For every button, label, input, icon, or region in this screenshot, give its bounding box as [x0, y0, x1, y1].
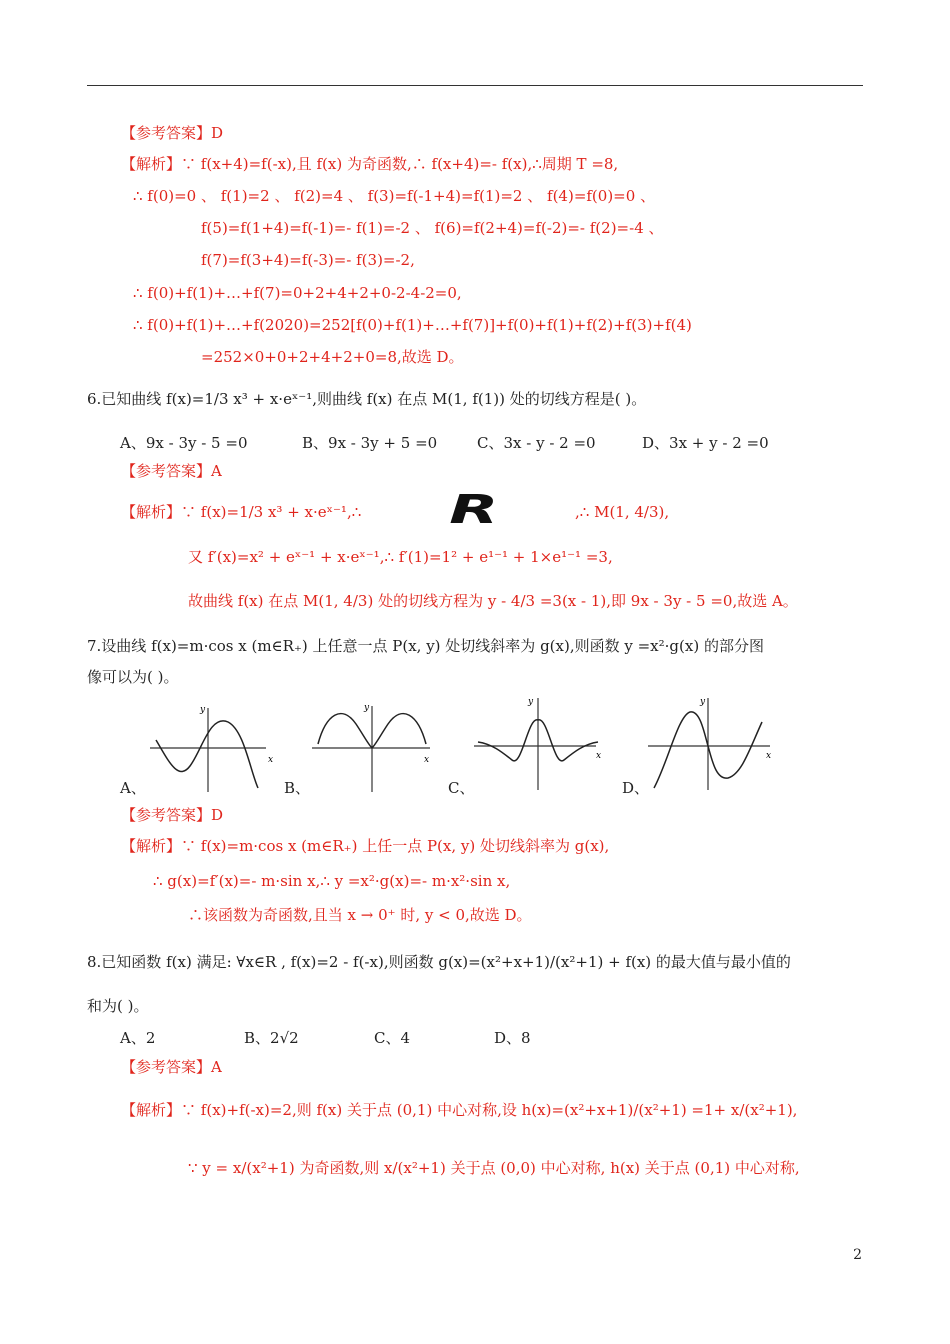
- q8-option-c: C、4: [374, 1029, 411, 1047]
- q7-analysis-line-2: ∴ g(x)=f′(x)=- m·sin x,∴ y =x²·g(x)=- m·x²·sin x,: [153, 872, 511, 890]
- q7-option-b-label: B、: [284, 779, 311, 797]
- q6-analysis-line-1: 【解析】∵ f(x)=1/3 x³ + x·eˣ⁻¹,∴: [121, 503, 362, 521]
- watermark-logo: [413, 493, 535, 531]
- graph-d-x-label: x: [766, 751, 772, 761]
- header-rule: [87, 85, 863, 86]
- q6-answer: 【参考答案】A: [121, 462, 222, 480]
- q6-analysis-line-4: 故曲线 f(x) 在点 M(1, 4/3) 处的切线方程为 y - 4/3 =3(x - 1),即 9x - 3y - 5 =0,故选 A。: [188, 592, 798, 610]
- q5-analysis-line-4: f(7)=f(3+4)=f(-3)=- f(3)=-2,: [201, 251, 415, 269]
- q5-analysis-line-1: 【解析】∵ f(x+4)=f(-x),且 f(x) 为奇函数,∴ f(x+4)=- f(x),∴周期 T =8,: [121, 155, 619, 173]
- q5-analysis-line-6: ∴ f(0)+f(1)+…+f(2020)=252[f(0)+f(1)+…+f(7)]+f(0)+f(1)+f(2)+f(3)+f(4): [133, 316, 692, 334]
- q6-option-c: C、3x - y - 2 =0: [477, 434, 596, 452]
- graph-a-curve: [156, 721, 258, 788]
- q5-answer: 【参考答案】D: [121, 124, 224, 142]
- q8-analysis-line-2: ∵ y = x/(x²+1) 为奇函数,则 x/(x²+1) 关于点 (0,0) 中心对称, h(x) 关于点 (0,1) 中心对称,: [188, 1159, 800, 1177]
- graph-d-y-label: y: [700, 697, 706, 707]
- q7-stem-line-1: 7.设曲线 f(x)=m·cos x (m∈R₊) 上任意一点 P(x, y) 处切线斜率为 g(x),则函数 y =x²·g(x) 的部分图: [87, 637, 764, 655]
- q8-analysis-line-1: 【解析】∵ f(x)+f(-x)=2,则 f(x) 关于点 (0,1) 中心对称,设 h(x)=(x²+x+1)/(x²+1) =1+ x/(x²+1),: [121, 1101, 798, 1119]
- q7-option-d-label: D、: [622, 779, 650, 797]
- q6-analysis-line-3: 又 f′(x)=x² + eˣ⁻¹ + x·eˣ⁻¹,∴ f′(1)=1² + e¹⁻¹ + 1×e¹⁻¹ =3,: [188, 548, 613, 566]
- q7-option-a-label: A、: [120, 779, 146, 797]
- q6-analysis-line-2: ,∴ M(1, 4/3),: [575, 503, 670, 521]
- q6-option-a: A、9x - 3y - 5 =0: [120, 434, 248, 452]
- logo-letter: R: [449, 493, 499, 527]
- q5-analysis-line-3: f(5)=f(1+4)=f(-1)=- f(1)=-2 、 f(6)=f(2+4)=f(-2)=- f(2)=-4 、: [201, 219, 664, 237]
- q6-option-d: D、3x + y - 2 =0: [642, 434, 769, 452]
- q7-graph-d: [646, 692, 780, 792]
- graph-c-y-label: y: [528, 697, 534, 707]
- q8-option-b: B、2√2: [244, 1029, 299, 1047]
- q7-graph-b: [310, 700, 440, 795]
- q6-stem: 6.已知曲线 f(x)=1/3 x³ + x·eˣ⁻¹,则曲线 f(x) 在点 M(1, f(1)) 处的切线方程是( )。: [87, 390, 647, 408]
- q7-stem-line-2: 像可以为( )。: [87, 668, 179, 686]
- q5-analysis-line-7: =252×0+0+2+4+2+0=8,故选 D。: [201, 348, 464, 366]
- q8-answer: 【参考答案】A: [121, 1058, 222, 1076]
- q7-analysis-line-1: 【解析】∵ f(x)=m·cos x (m∈R₊) 上任一点 P(x, y) 处切线斜率为 g(x),: [121, 837, 610, 855]
- q7-graph-c: [472, 692, 606, 792]
- page-number: 2: [853, 1247, 862, 1263]
- q7-graph-a: [148, 700, 278, 795]
- graph-a-x-label: x: [268, 755, 274, 765]
- q7-analysis-line-3: ∴该函数为奇函数,且当 x → 0⁺ 时, y < 0,故选 D。: [188, 906, 532, 924]
- graph-b-x-label: x: [424, 755, 430, 765]
- q7-option-c-label: C、: [448, 779, 475, 797]
- graph-a-y-label: y: [200, 705, 206, 715]
- q6-option-b: B、9x - 3y + 5 =0: [302, 434, 438, 452]
- q8-option-d: D、8: [494, 1029, 531, 1047]
- q8-option-a: A、2: [120, 1029, 156, 1047]
- graph-c-x-label: x: [596, 751, 602, 761]
- q8-stem-line-2: 和为( )。: [87, 997, 149, 1015]
- q7-answer: 【参考答案】D: [121, 806, 224, 824]
- graph-b-y-label: y: [364, 703, 370, 713]
- q5-analysis-line-2: ∴ f(0)=0 、 f(1)=2 、 f(2)=4 、 f(3)=f(-1+4)=f(1)=2 、 f(4)=f(0)=0 、: [133, 187, 656, 205]
- q5-analysis-line-5: ∴ f(0)+f(1)+…+f(7)=0+2+4+2+0-2-4-2=0,: [133, 284, 462, 302]
- q8-stem-line-1: 8.已知函数 f(x) 满足: ∀x∈R , f(x)=2 - f(-x),则函数 g(x)=(x²+x+1)/(x²+1) + f(x) 的最大值与最小值的: [87, 953, 791, 971]
